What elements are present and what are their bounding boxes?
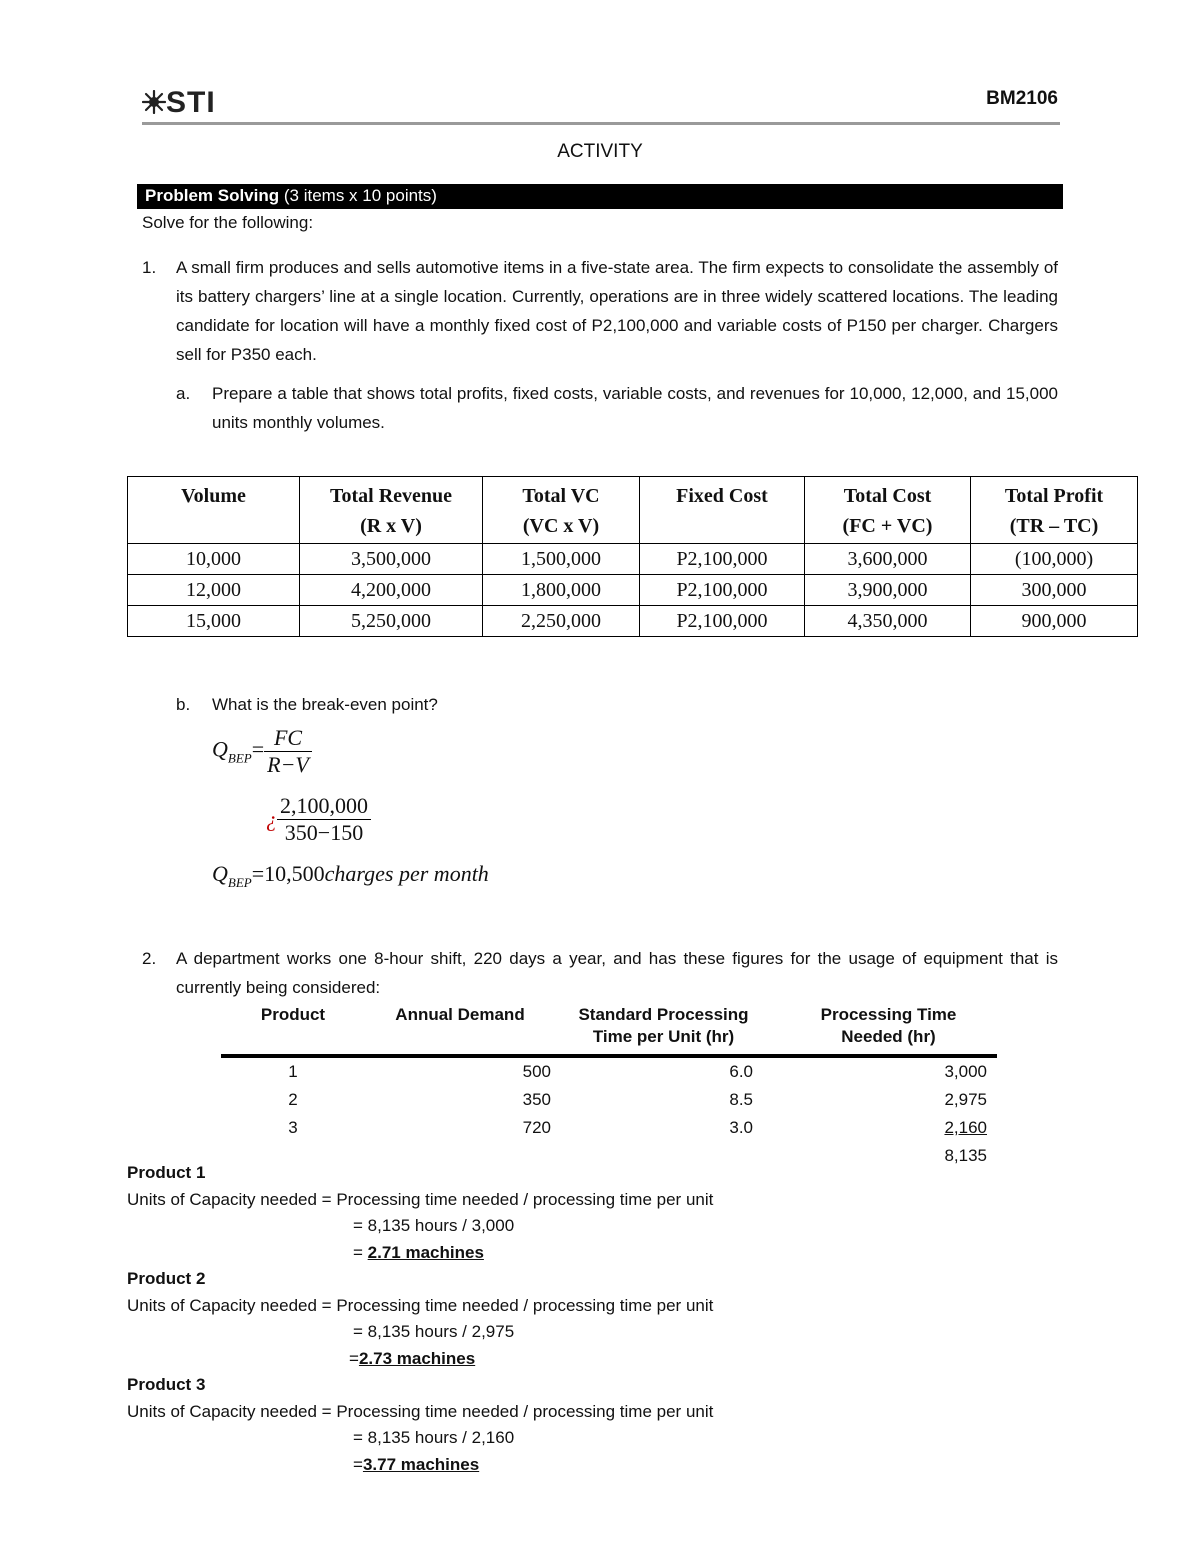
part-b-text: What is the break-even point?	[212, 695, 438, 714]
product-substitution: = 8,135 hours / 2,160	[353, 1428, 515, 1447]
cell: 2	[288, 1090, 298, 1109]
logo-text: STI	[166, 86, 216, 119]
table-row	[221, 1114, 997, 1142]
cell: 3,000	[944, 1062, 987, 1081]
header-total-cost: Total Cost (FC + VC)	[805, 477, 971, 544]
cell: 3,500,000	[300, 544, 483, 575]
document-code: BM2106	[986, 88, 1058, 109]
table-row	[128, 606, 1138, 637]
product-result-line: =2.73 machines	[349, 1348, 476, 1368]
product-formula: Units of Capacity needed = Processing time needed / processing time per unit	[127, 1401, 714, 1421]
part-a-letter: a.	[176, 384, 191, 403]
cell: 720	[522, 1118, 551, 1137]
inverted-question-glyph: ¿	[266, 806, 277, 832]
table-row	[128, 575, 1138, 606]
section-label: Problem Solving	[145, 186, 280, 205]
problem-1-text: A small firm produces and sells automotive items in a five-state area. The firm expects to consolidate the assembly of its battery chargers’ line at a single location. Currently, operations are in three widely scattered locations. The leading candidate for location will have a monthly fixed cost of P2,100,000 and variable costs of P150 per charger. Chargers sell for P350 each.	[176, 258, 1058, 364]
cell: 1	[288, 1062, 298, 1081]
header-annual-demand: Annual Demand	[365, 1003, 555, 1056]
product-formula: Units of Capacity needed = Processing time needed / processing time per unit	[127, 1295, 714, 1315]
substitution-fraction: $\frac{2,100,000}{350-150}$	[277, 793, 371, 846]
table-row	[128, 544, 1138, 575]
formula-fraction: $\frac{FC}{R-V}$	[264, 725, 312, 778]
cell: 4,200,000	[300, 575, 483, 606]
result-value: =10,500	[251, 861, 325, 886]
cell: 3,900,000	[805, 575, 971, 606]
cell: 900,000	[971, 606, 1138, 637]
cell: 5,250,000	[300, 606, 483, 637]
profit-table	[127, 476, 1138, 637]
product-substitution: = 8,135 hours / 2,975	[353, 1322, 515, 1341]
section-bar	[137, 184, 1063, 209]
product-result-line: =3.77 machines	[353, 1454, 480, 1474]
problem-2-text: A department works one 8-hour shift, 220 days a year, and has these figures for the usage of equipment that is currently being considered:	[176, 949, 1058, 997]
cell: 300,000	[971, 575, 1138, 606]
product-substitution: = 8,135 hours / 3,000	[353, 1216, 515, 1235]
formula-q: Q	[212, 736, 228, 762]
cell: 3	[288, 1118, 298, 1137]
cell: 3.0	[729, 1118, 753, 1137]
cell: 1,500,000	[483, 544, 640, 575]
cell: 15,000	[128, 606, 300, 637]
cell: 10,000	[128, 544, 300, 575]
cell: (100,000)	[971, 544, 1138, 575]
cell: 4,350,000	[805, 606, 971, 637]
capacity-table	[221, 1003, 997, 1170]
bep-formula	[212, 725, 312, 778]
globe-star-icon	[142, 90, 166, 114]
cell: 2,975	[944, 1090, 987, 1109]
product-calculations	[127, 1160, 713, 1478]
problem-1-number: 1.	[142, 258, 157, 277]
header-standard-processing: Standard Processing Time per Unit (hr)	[555, 1003, 761, 1056]
bep-result: $Q_{BEP}=10,500charges$ per month	[212, 861, 489, 890]
formula-eq: =	[251, 736, 265, 762]
total-cell: 8,135	[944, 1146, 987, 1165]
product-heading: Product 2	[127, 1269, 206, 1288]
cell: P2,100,000	[640, 575, 805, 606]
cell: 6.0	[729, 1062, 753, 1081]
sti-logo	[142, 86, 216, 120]
formula-q-sub: BEP	[227, 750, 252, 766]
product-result: 2.73 machines	[358, 1348, 476, 1368]
cell: 350	[522, 1090, 551, 1109]
header-total-profit: Total Profit (TR – TC)	[971, 477, 1138, 544]
product-heading: Product 3	[127, 1375, 206, 1394]
product-result-line: = 2.71 machines	[353, 1242, 484, 1262]
cell: 12,000	[128, 575, 300, 606]
problem-2-number: 2.	[142, 949, 157, 968]
header-total-vc: Total VC (VC x V)	[483, 477, 640, 544]
header-processing-time-needed: Processing Time Needed (hr)	[761, 1003, 997, 1056]
cell: 3,600,000	[805, 544, 971, 575]
page-title: ACTIVITY	[557, 141, 643, 162]
cell: 500	[522, 1062, 551, 1081]
cell: 8.5	[729, 1090, 753, 1109]
product-formula: Units of Capacity needed = Processing time needed / processing time per unit	[127, 1189, 714, 1209]
product-result: 3.77 machines	[362, 1454, 480, 1474]
table-row	[221, 1056, 997, 1086]
header-rule	[142, 122, 1060, 125]
part-b-letter: b.	[176, 695, 191, 714]
profit-table-header	[128, 477, 1138, 544]
instruction: Solve for the following:	[142, 213, 314, 232]
header-volume: Volume	[128, 477, 300, 544]
product-result: 2.71 machines	[367, 1242, 484, 1262]
result-unit: charges per month	[324, 861, 489, 886]
part-a-text: Prepare a table that shows total profits, fixed costs, variable costs, and revenues for 10,000, 12,000, and 15,000 units monthly volumes.	[212, 384, 1058, 432]
cell: 2,250,000	[483, 606, 640, 637]
cell: P2,100,000	[640, 606, 805, 637]
section-points: (3 items x 10 points)	[283, 186, 437, 205]
header-total-revenue: Total Revenue (R x V)	[300, 477, 483, 544]
cell: P2,100,000	[640, 544, 805, 575]
header-fixed-cost: Fixed Cost	[640, 477, 805, 544]
bep-substitution	[266, 793, 371, 846]
table-row	[221, 1086, 997, 1114]
cell: 2,160	[944, 1118, 987, 1137]
capacity-table-header	[221, 1003, 997, 1056]
header-product: Product	[221, 1003, 365, 1056]
cell: 1,800,000	[483, 575, 640, 606]
product-heading: Product 1	[127, 1163, 206, 1182]
